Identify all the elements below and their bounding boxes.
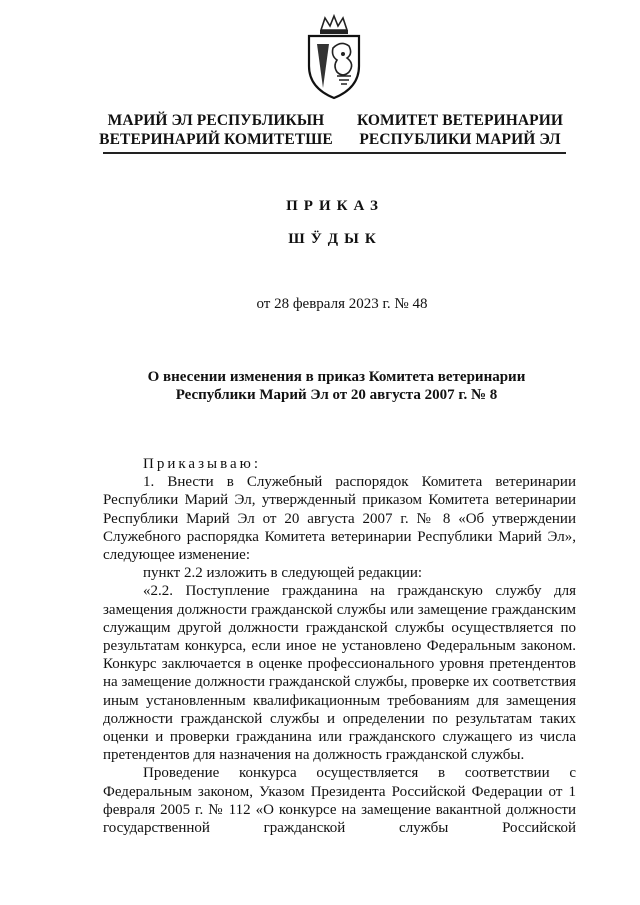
paragraph-3: «2.2. Поступление гражданина на гражданскую службу для замещения должности гражданской службы или замещение гражданским служащим другой должности гражданской службы осуществляется по результатам конкурса, если иное не установлено Федеральным законом. Конкурс заключается в оценке профессионального уровня претендентов на замещение должности гражданской службы, проверке их соответствия иным установленным квалификационным требованиям для замещения должности гражданской службы и определении по результатам таких оценки и проверки гражданина или гражданского служащего из числа претендентов для назначения на должность гражданской службы. [103,583,576,764]
paragraph-1: 1. Внести в Служебный распорядок Комитета ветеринарии Республики Марий Эл, утвержденный приказом Комитета ветеринарии Республики Марий Эл от 20 августа 2007 г. № 8 «Об утверждении Служебного распорядка Комитета ветеринарии Республики Марий Эл», следующее изменение: [103,474,576,564]
doc-type-mari: ШӰДЫК [288,231,382,247]
order-word: Приказываю: [143,456,261,472]
header-left [96,111,336,149]
header-divider [103,152,566,154]
header-right-line-1: КОМИТЕТ ВЕТЕРИНАРИИ [356,112,564,129]
coat-of-arms-icon [303,14,365,100]
body-text [103,455,576,837]
subject-line-2: Республики Марий Эл от 20 августа 2007 г. № 8 [175,387,498,403]
subject [104,368,569,404]
paragraph-2: пункт 2.2 изложить в следующей редакции: [143,565,423,582]
date-line: от 28 февраля 2023 г. № 48 [256,296,428,312]
header-left-line-1: МАРИЙ ЭЛ РЕСПУБЛИКЫН [107,112,325,129]
header-right-line-2: РЕСПУБЛИКИ МАРИЙ ЭЛ [359,131,561,148]
header-right [346,111,574,149]
doc-type-ru: ПРИКАЗ [286,198,384,214]
header-left-line-2: ВЕТЕРИНАРИЙ КОМИТЕТШЕ [99,131,333,148]
paragraph-4: Проведение конкурса осуществляется в соответствии с Федеральным законом, Указом Президента Российской Федерации от 1 февраля 2005 г. № 112 «О конкурсе на замещение вакантной должности государственной гражданской службы Российской [103,765,576,837]
subject-line-1: О внесении изменения в приказ Комитета ветеринарии [147,369,526,385]
